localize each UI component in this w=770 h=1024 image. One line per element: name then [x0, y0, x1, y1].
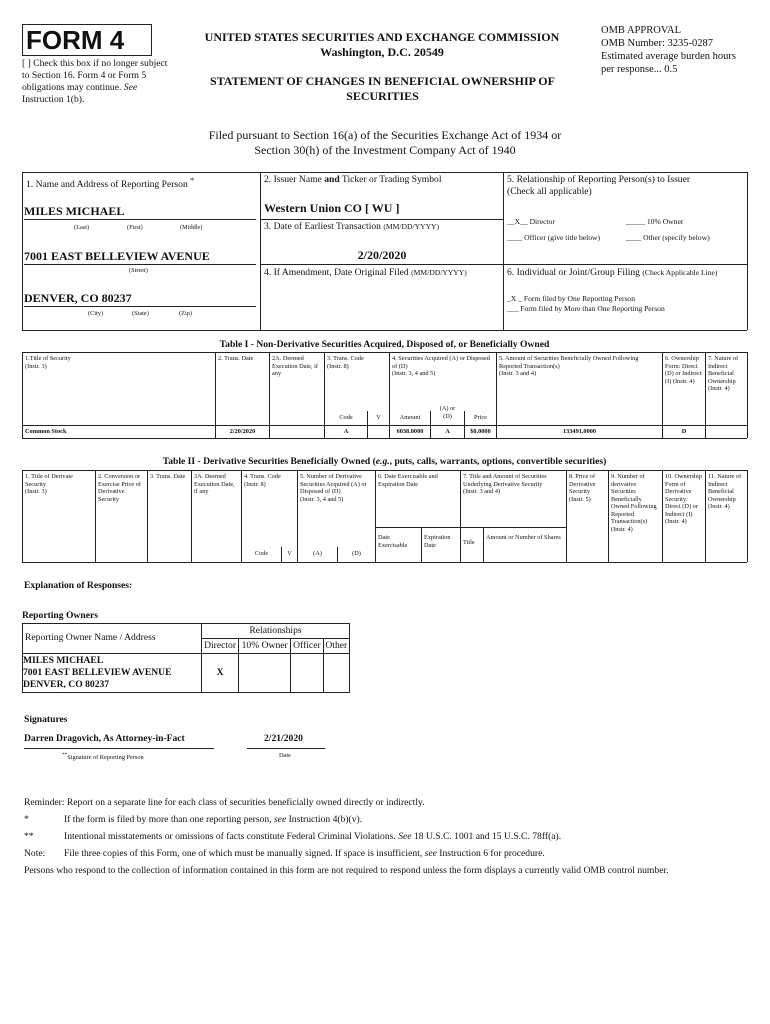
table2-sub-code: Code: [254, 550, 269, 557]
reporting-owners-table: [22, 623, 350, 693]
table2-sub-amount: Amount or Number of Shares: [486, 534, 561, 541]
filing-one-person[interactable]: _X _ Form filed by One Reporting Person: [507, 294, 636, 303]
t1-code: A: [343, 428, 349, 435]
label-zip: (Zip): [179, 310, 192, 317]
table2-sub-expiration: Expiration Date: [424, 534, 451, 549]
table2-sub-title: Title: [463, 539, 475, 546]
omb-approval: OMB APPROVAL: [601, 25, 682, 36]
table2-title: [22, 456, 747, 468]
table1-h2a: 2A. Deemed Execution Date, if any: [272, 355, 318, 378]
table2-h5: 5. Number of Derivative Securities Acquired (A) or Disposed of (D) (Instr. 3, 4 and 5): [300, 473, 367, 503]
t1-aord: A: [445, 428, 450, 435]
agency-name: UNITED STATES SECURITIES AND EXCHANGE COMMISSION: [204, 30, 560, 44]
table2-sub-exercisable: Date Exercisable: [378, 534, 408, 549]
reporting-person-city: DENVER, CO 80237: [24, 291, 132, 305]
owner-officer-mark: [291, 653, 323, 692]
table1-h7: 7. Nature of Indirect Beneficial Ownership (Instr. 4): [708, 355, 739, 393]
box3-label-text: 3. Date of Earliest Transaction: [264, 221, 381, 232]
box2-label: [262, 173, 502, 187]
form-title-box: [22, 24, 152, 56]
footer-note-see: see: [424, 848, 437, 859]
footer-star-mark: *: [24, 814, 29, 825]
owners-col-other: Other: [323, 638, 349, 653]
table1-sub-aord: (A) or (D): [439, 405, 456, 420]
explanation-heading: Explanation of Responses:: [24, 580, 133, 591]
omb-approval-box: [601, 24, 751, 77]
filed-pursuant: Filed pursuant to Section 16(a) of the Securities Exchange Act of 1934 or Section 30(h) of the Investment Company Act of 1940: [208, 128, 562, 157]
box4-label-fmt: (MM/DD/YYYY): [411, 268, 467, 277]
relationship-director[interactable]: __X__ Director: [507, 217, 555, 226]
table2-h11: 11. Nature of Indirect Beneficial Ownership (Instr. 4): [708, 473, 742, 511]
t1-amount: 6038.0000: [396, 428, 424, 435]
box3-label: [262, 220, 502, 234]
table2-sub-d: (D): [352, 550, 361, 557]
table1-sub-price: Price: [474, 414, 487, 421]
table2-sub-v: V: [287, 550, 292, 557]
box2-label-a: 2. Issuer Name: [264, 174, 322, 185]
footer-star-text: [64, 814, 744, 826]
owners-col-officer: Officer: [291, 638, 323, 653]
box6-label: [505, 266, 749, 280]
reporting-person-street: 7001 EAST BELLEVIEW AVENUE: [24, 249, 210, 263]
label-state: (State): [132, 310, 149, 317]
footer-dstar-b: 18 U.S.C. 1001 and 15 U.S.C. 78ff(a).: [413, 831, 562, 842]
checkbox-note-text: [ ] Check this box if no longer subject to Section 16. Form 4 or Form 5 obligations may continue.: [22, 58, 168, 93]
owner-name: MILES MICHAEL: [23, 654, 104, 666]
table1-h3: 3. Trans. Code (Instr. 8): [327, 355, 364, 370]
checkbox-note-see: See: [123, 81, 138, 93]
box6-label-note: (Check Applicable Line): [642, 268, 718, 277]
table2-h3: 3. Trans. Date: [150, 473, 186, 480]
box1-label-text: 1. Name and Address of Reporting Person: [26, 179, 188, 191]
owners-col-director: Director: [202, 638, 239, 653]
footer-star-a: If the form is filed by more than one reporting person,: [64, 814, 272, 825]
relationship-other[interactable]: ____ Other (specify below): [626, 233, 710, 242]
box5-label: 5. Relationship of Reporting Person(s) to Issuer (Check all applicable): [507, 174, 691, 197]
label-street: (Street): [129, 267, 148, 274]
owner-address: [23, 653, 202, 692]
relationship-ten-pct[interactable]: _____ 10% Owner: [626, 217, 684, 226]
t1-deemed: [270, 427, 324, 429]
table1-sub-amount: Amount: [399, 414, 421, 421]
footer-note-a: File three copies of this Form, one of which must be manually signed. If space is insufficient,: [64, 848, 423, 859]
label-last: (Last): [74, 224, 90, 231]
owner-ten-pct-mark: [239, 653, 291, 692]
table1-sub-v: V: [376, 414, 381, 421]
t1-security: Common Stock: [25, 428, 67, 435]
box2-label-and: and: [324, 174, 340, 185]
footer-reminder: Reminder: Report on a separate line for each class of securities beneficially owned directly or indirectly.: [24, 797, 425, 808]
table1-sub-code: Code: [339, 414, 353, 421]
table2-h8: 8. Price of Derivative Security (Instr. 5): [569, 473, 596, 503]
t1-v: [368, 427, 389, 429]
agency-location: Washington, D.C. 20549: [320, 45, 444, 59]
form-title: FORM 4: [26, 25, 125, 55]
signatures-heading: Signatures: [24, 714, 68, 725]
t1-price: $0.0000: [470, 428, 491, 435]
t1-date: 2/20/2020: [229, 428, 256, 435]
checkbox-note-instr: Instruction 1(b).: [22, 93, 85, 105]
footer-persons: Persons who respond to the collection of information contained in this form are not required to respond unless the form displays a currently valid OMB control number.: [24, 865, 669, 876]
owners-col-ten-pct: 10% Owner: [239, 638, 291, 653]
filing-more-persons[interactable]: ___ Form filed by More than One Reporting Person: [507, 304, 665, 313]
omb-burden: Estimated average burden hours per response... 0.5: [601, 51, 736, 76]
box2-label-b: Ticker or Trading Symbol: [341, 174, 442, 185]
label-middle: (Middle): [180, 224, 203, 231]
relationship-officer[interactable]: ____ Officer (give title below): [507, 233, 601, 242]
reporting-owners-heading: Reporting Owners: [22, 610, 98, 621]
t1-owned: 133491.0000: [562, 428, 597, 435]
table2-h2: 2. Conversion or Exercise Price of Derivative Security: [98, 473, 142, 503]
footer-dstar-see: See: [398, 831, 412, 842]
table1-title: Table I - Non-Derivative Securities Acquired, Disposed of, or Beneficially Owned: [219, 339, 550, 350]
table2-title-b: , puts, calls, warrants, options, convertible securities): [389, 456, 607, 467]
owners-row: [23, 653, 350, 692]
label-first: (First): [127, 224, 143, 231]
signer-name: Darren Dragovich, As Attorney-in-Fact: [24, 733, 185, 744]
table2-h6: 6. Date Exercisable and Expiration Date: [378, 473, 438, 488]
table2-title-a: Table II - Derivative Securities Beneficially Owned (: [162, 456, 376, 467]
owners-col-name: Reporting Owner Name / Address: [23, 624, 202, 654]
footer-note-b: Instruction 6 for procedure.: [439, 848, 545, 859]
label-city: (City): [88, 310, 104, 317]
signature-mark: **: [62, 752, 68, 758]
omb-number: OMB Number: 3235-0287: [601, 38, 713, 50]
box4-label-text: 4. If Amendment, Date Original Filed: [264, 267, 409, 278]
signature-label-text: Signature of Reporting Person: [67, 754, 144, 762]
footer-note-mark: Note:: [24, 848, 46, 859]
footer-star-see: see: [273, 814, 287, 825]
footer-star-b: Instruction 4(b)(v).: [288, 814, 363, 825]
owners-col-relationships: Relationships: [202, 624, 350, 639]
table1-h2: 2. Trans. Date: [218, 355, 254, 362]
box3-label-fmt: (MM/DD/YYYY): [383, 222, 440, 231]
table2-h1: 1. Title of Derivate Security (Instr. 3): [25, 473, 73, 496]
signature-label: [62, 752, 144, 762]
owner-director-mark: X: [202, 653, 239, 692]
table1-h5: 5. Amount of Securities Beneficially Owned Following Reported Transaction(s) (Instr. 3 and 4): [499, 355, 639, 378]
table2-h7: 7. Title and Amount of Securities Underlying Derivative Security (Instr. 3 and 4): [463, 473, 547, 496]
table1-h6: 6. Ownership Form: Direct (D) or Indirect (I) (Instr. 4): [665, 355, 702, 385]
table2-h10: 10. Ownership Form of Derivative Security: Direct (D) or Indirect (I) (Instr. 4): [665, 473, 703, 526]
footer-dstar-a: Intentional misstatements or omissions of facts constitute Federal Criminal Violations.: [64, 831, 396, 842]
earliest-transaction-date: 2/20/2020: [357, 248, 407, 262]
table1-h4: 4. Securities Acquired (A) or Disposed of (D) (Instr. 3, 4 and 5): [392, 355, 490, 378]
owner-street: 7001 EAST BELLEVIEW AVENUE: [23, 666, 172, 678]
date-label: Date: [279, 752, 291, 759]
table2-sub-a: (A): [313, 550, 322, 557]
reporting-person-name: MILES MICHAEL: [24, 204, 125, 218]
box1-label: [24, 175, 258, 192]
footer-note-text: [64, 848, 744, 860]
table1-h1: 1.Title of Security (Instr. 3): [25, 355, 71, 370]
issuer-name: Western Union CO [ WU ]: [264, 201, 400, 215]
table2-h9: 9. Number of derivative Securities Beneficially Owned Following Reported Transaction(s) (Instr. 4): [611, 473, 657, 533]
owner-other-mark: [323, 653, 349, 692]
footer-dstar-text: [64, 831, 744, 843]
box1-label-mark: *: [190, 176, 195, 185]
box4-label: [262, 266, 502, 280]
t1-nature: [706, 427, 747, 429]
box6-label-text: 6. Individual or Joint/Group Filing: [507, 267, 640, 278]
agency-title: [172, 30, 592, 60]
footer-dstar-mark: **: [24, 831, 34, 842]
table2-h4: 4. Trans. Code (Instr. 8): [244, 473, 281, 488]
owner-city: DENVER, CO 80237: [23, 678, 110, 690]
statement-title: STATEMENT OF CHANGES IN BENEFICIAL OWNERSHIP OF SECURITIES: [210, 74, 555, 103]
table2-title-eg: e.g.: [375, 456, 390, 467]
checkbox-note[interactable]: [22, 58, 172, 106]
t1-form: D: [681, 428, 687, 435]
signature-date: 2/21/2020: [264, 733, 303, 744]
table2-h3a: 3A. Deemed Execution Date, if any: [194, 473, 235, 496]
